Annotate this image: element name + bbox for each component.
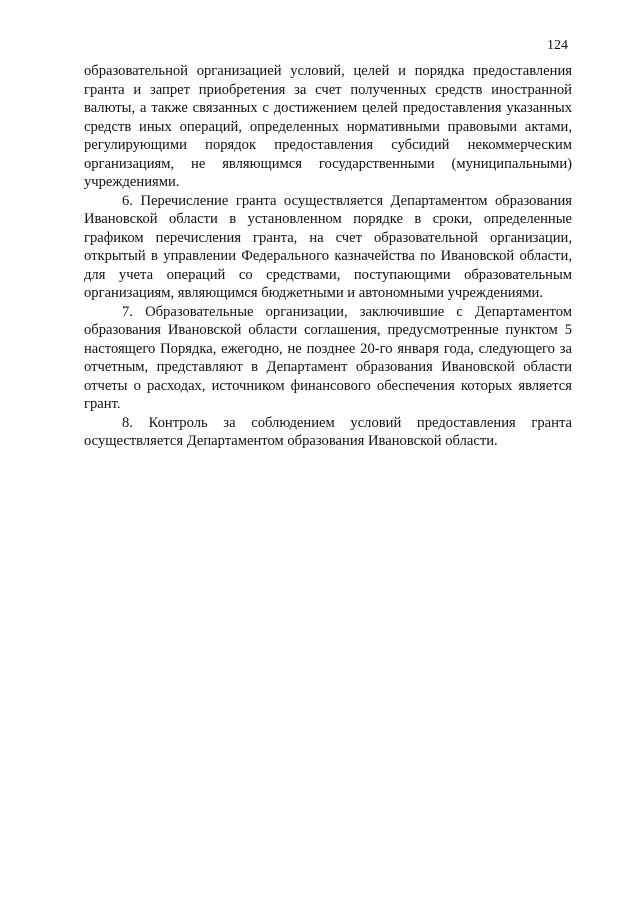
paragraph-item-6: 6. Перечисление гранта осуществляется Департаментом образования Ивановской области в установленном порядке в сроки, определенные графиком перечисления гранта, на счет образовательной организации, открытый в управлении Федерального казначейства по Ивановской области, для учета операций со средствами, поступающими образовательным организациям, являющимся бюджетными и автономными учреждениями. <box>84 192 572 301</box>
paragraph-item-8: 8. Контроль за соблюдением условий предоставления гранта осуществляется Департаментом образования Ивановской области. <box>84 414 572 449</box>
page-number: 124 <box>547 38 568 53</box>
paragraph-item-7: 7. Образовательные организации, заключившие с Департаментом образования Ивановской области соглашения, предусмотренные пунктом 5 настоящего Порядка, ежегодно, не позднее 20-го января года, следующего за отчетным, представляют в Департамент образования Ивановской области отчеты о расходах, источником финансового обеспечения которых является грант. <box>84 303 572 412</box>
paragraph-continuation: образовательной организацией условий, целей и порядка предоставления гранта и запрет приобретения за счет полученных средств иностранной валюты, а также связанных с достижением целей предоставления указанных средств иных операций, определенных нормативными правовыми актами, регулирующими порядок предоставления субсидий некоммерческим организациям, не являющимся государственными (муниципальными) учреждениями. <box>84 63 572 190</box>
document-body <box>84 62 572 451</box>
